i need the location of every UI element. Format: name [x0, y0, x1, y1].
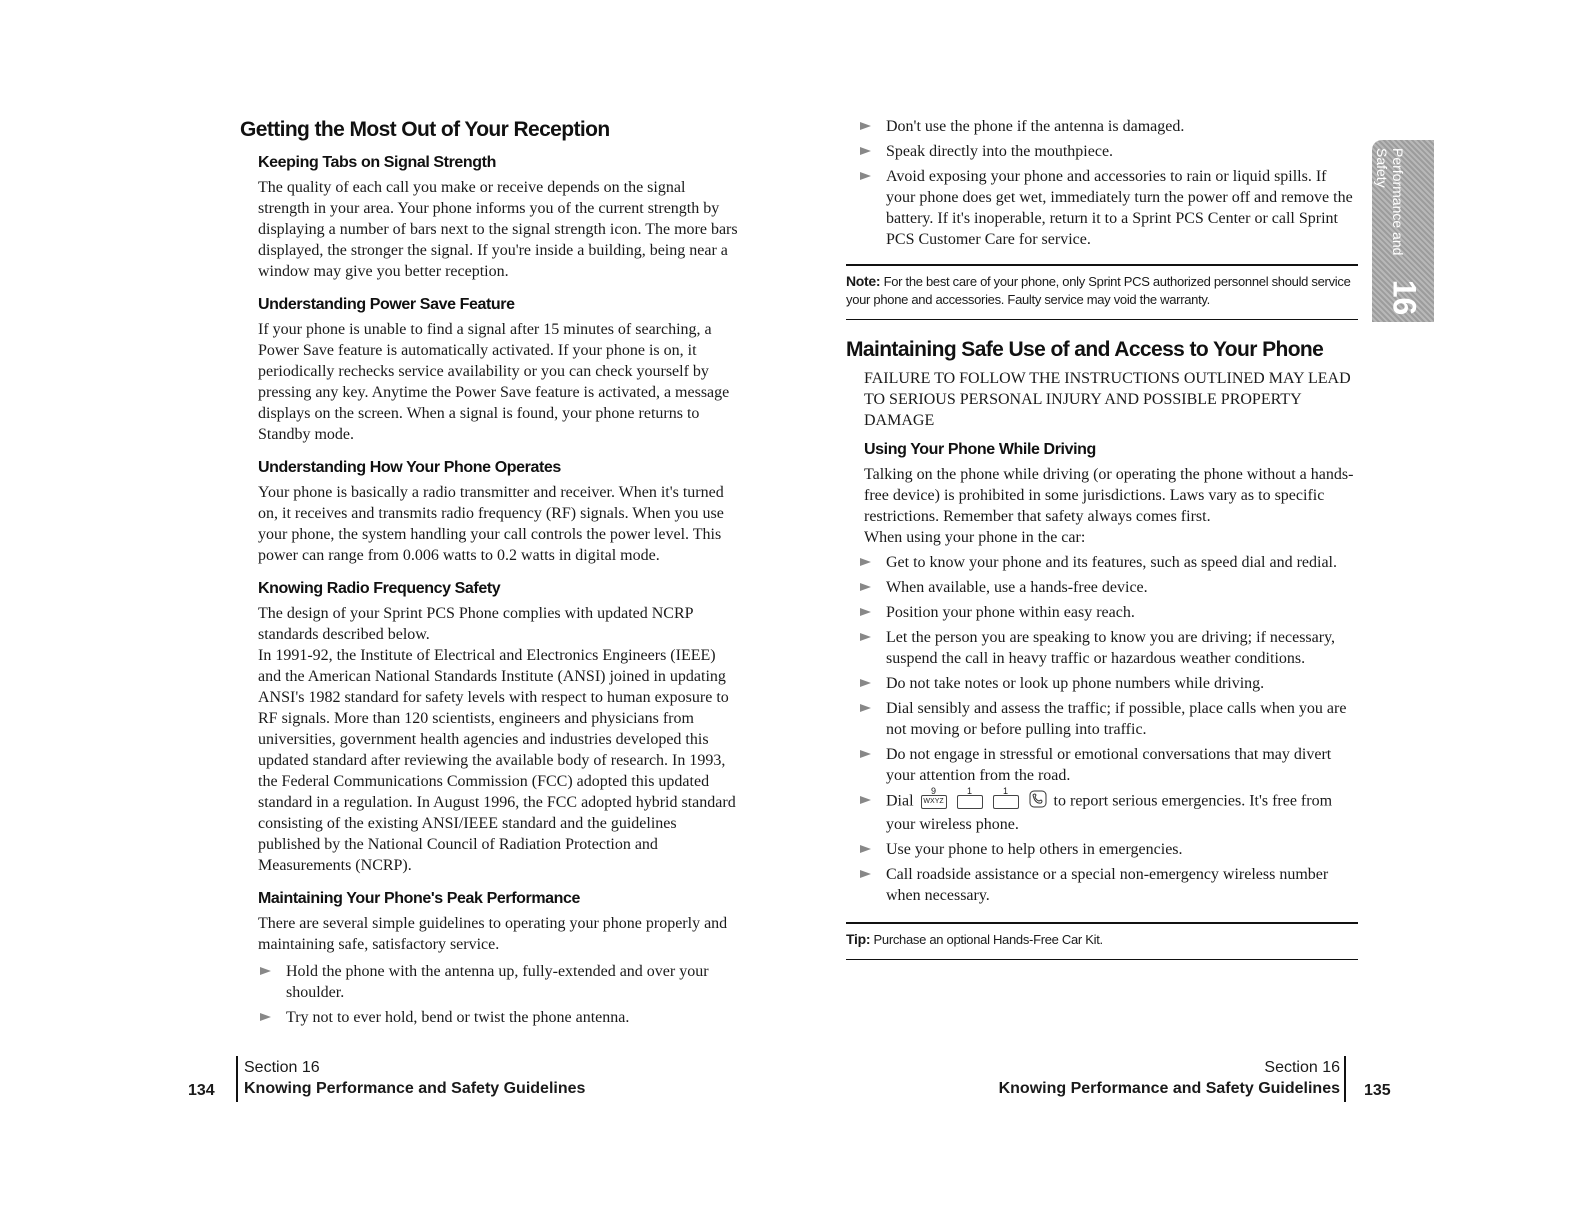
arrow-bullet-icon — [860, 583, 871, 591]
list-item: Use your phone to help others in emergencies. — [858, 839, 1358, 860]
list-item: Hold the phone with the antenna up, fully-extended and over your shoulder. — [258, 961, 740, 1003]
list-item-dial — [858, 786, 1358, 835]
key-1-icon: 1 — [993, 795, 1019, 809]
key-1-icon: 1 — [957, 795, 983, 809]
list-item: Do not engage in stressful or emotional conversations that may divert your attention from the road. — [858, 744, 1358, 786]
paragraph-phone-operates: Your phone is basically a radio transmitter and receiver. When it's turned on, it receives and transmits radio frequency (RF) signals. When you use your phone, the system handling your call controls the power level. This power can range from 0.006 watts to 0.2 watts in digital mode. — [258, 484, 724, 564]
note-box — [846, 264, 1358, 320]
arrow-bullet-icon — [860, 558, 871, 566]
arrow-bullet-icon — [860, 633, 871, 641]
tip-label: Tip: — [846, 931, 871, 947]
list-item: Get to know your phone and its features, such as speed dial and redial. — [858, 552, 1358, 573]
arrow-bullet-icon — [860, 796, 871, 804]
left-footer-title: Knowing Performance and Safety Guidelines — [244, 1080, 586, 1097]
arrow-bullet-icon — [860, 704, 871, 712]
right-footer — [999, 1058, 1340, 1100]
paragraph-peak-performance: There are several simple guidelines to operating your phone properly and maintaining safe, satisfactory service. — [258, 915, 728, 953]
section-tab-number: 16 — [1386, 279, 1423, 316]
peak-performance-bullets — [258, 961, 740, 1028]
talk-key-icon — [1029, 790, 1047, 814]
left-footer — [244, 1058, 585, 1100]
paragraph-in-car: When using your phone in the car: — [864, 529, 1086, 546]
tip-box — [846, 922, 1358, 960]
arrow-bullet-icon — [260, 1013, 271, 1021]
paragraph-driving: Talking on the phone while driving (or operating the phone without a hands-free device) is prohibited in some jurisdictions. Laws vary as to specific restrictions. Remember that safety always comes first. — [864, 466, 1354, 525]
heading-peak-performance: Maintaining Your Phone's Peak Performance — [258, 890, 581, 907]
list-item: Don't use the phone if the antenna is damaged. — [858, 116, 1358, 137]
arrow-bullet-icon — [860, 172, 871, 180]
list-item: Speak directly into the mouthpiece. — [858, 141, 1358, 162]
arrow-bullet-icon — [860, 750, 871, 758]
right-footer-rule — [1344, 1056, 1346, 1102]
arrow-bullet-icon — [860, 870, 871, 878]
note-text: For the best care of your phone, only Sprint PCS authorized personnel should service your phone and accessories. Faulty service may void the warranty. — [846, 274, 1351, 307]
note-label: Note: — [846, 273, 881, 289]
paragraph-rf-safety-history: In 1991-92, the Institute of Electrical and Electronics Engineers (IEEE) and the American National Standards Institute (ANSI) joined in updating ANSI's 1982 standard for safety levels with respect to human exposure to RF signals. More than 120 scientists, engineers and physicians from universities, government health agencies and industries developed this updated standard after reviewing the available body of research. In 1993, the Federal Communications Commission (FCC) adopted this updated standard in a regulation. In August 1996, the FCC adopted hybrid standard consisting of the existing ANSI/IEEE standard and the guidelines published by the National Council of Radiation Protection and Measurements (NCRP). — [258, 647, 736, 874]
arrow-bullet-icon — [860, 147, 871, 155]
heading-rf-safety: Knowing Radio Frequency Safety — [258, 580, 501, 597]
heading-power-save: Understanding Power Save Feature — [258, 296, 515, 313]
driving-bullets — [858, 552, 1358, 906]
arrow-bullet-icon — [260, 967, 271, 975]
left-page-number: 134 — [188, 1082, 215, 1099]
list-item: Do not take notes or look up phone numbers while driving. — [858, 673, 1358, 694]
list-item: Position your phone within easy reach. — [858, 602, 1358, 623]
warning-text: FAILURE TO FOLLOW THE INSTRUCTIONS OUTLINED MAY LEAD TO SERIOUS PERSONAL INJURY AND POSSIBLE PROPERTY DAMAGE — [864, 370, 1351, 429]
left-footer-section: Section 16 — [244, 1059, 320, 1076]
right-footer-title: Knowing Performance and Safety Guidelines — [998, 1080, 1340, 1097]
left-footer-rule — [236, 1056, 238, 1102]
list-item: When available, use a hands-free device. — [858, 577, 1358, 598]
left-page-column — [240, 118, 740, 1032]
arrow-bullet-icon — [860, 608, 871, 616]
right-footer-section: Section 16 — [1264, 1059, 1340, 1076]
arrow-bullet-icon — [860, 845, 871, 853]
right-page-number: 135 — [1364, 1082, 1391, 1099]
list-item: Try not to ever hold, bend or twist the phone antenna. — [258, 1007, 740, 1028]
heading-phone-operates: Understanding How Your Phone Operates — [258, 459, 561, 476]
list-item: Call roadside assistance or a special non-emergency wireless number when necessary. — [858, 864, 1358, 906]
section-tab-label: Performance and Safety — [1374, 148, 1406, 256]
dial-suffix: to report serious emergencies. It's free from your wireless phone. — [886, 792, 1333, 833]
dial-prefix: Dial — [886, 792, 914, 810]
tip-text: Purchase an optional Hands-Free Car Kit. — [873, 932, 1103, 947]
paragraph-rf-safety-intro: The design of your Sprint PCS Phone complies with updated NCRP standards described below. — [258, 605, 693, 643]
arrow-bullet-icon — [860, 122, 871, 130]
key-9-icon: 9 WXYZ — [921, 795, 947, 809]
safe-use-title: Maintaining Safe Use of and Access to Your Phone — [846, 338, 1324, 361]
heading-signal-strength: Keeping Tabs on Signal Strength — [258, 154, 496, 171]
heading-driving: Using Your Phone While Driving — [864, 441, 1096, 458]
list-item: Let the person you are speaking to know you are driving; if necessary, suspend the call in heavy traffic or hazardous weather conditions. — [858, 627, 1358, 669]
arrow-bullet-icon — [860, 679, 871, 687]
antenna-care-bullets — [858, 116, 1358, 250]
paragraph-signal-strength: The quality of each call you make or receive depends on the signal strength in your area. Your phone informs you of the current strength by displaying a number of bars next to the signal strength icon. The more bars displayed, the stronger the signal. If you're inside a building, being near a window may give you better reception. — [258, 179, 738, 280]
list-item: Avoid exposing your phone and accessories to rain or liquid spills. If your phone does get wet, immediately turn the power off and remove the battery. If it's inoperable, return it to a Sprint PCS Center or call Sprint PCS Customer Care for service. — [858, 166, 1358, 250]
paragraph-power-save: If your phone is unable to find a signal after 15 minutes of searching, a Power Save feature is automatically activated. If your phone is on, it periodically rechecks service availability or you can check yourself by pressing any key. Anytime the Power Save feature is activated, a message displays on the screen. When a signal is found, your phone returns to Standby mode. — [258, 321, 730, 443]
right-page-column — [846, 116, 1358, 978]
list-item: Dial sensibly and assess the traffic; if possible, place calls when you are not moving or before pulling into traffic. — [858, 698, 1358, 740]
section-tab — [1372, 140, 1434, 322]
reception-title: Getting the Most Out of Your Reception — [240, 118, 610, 141]
